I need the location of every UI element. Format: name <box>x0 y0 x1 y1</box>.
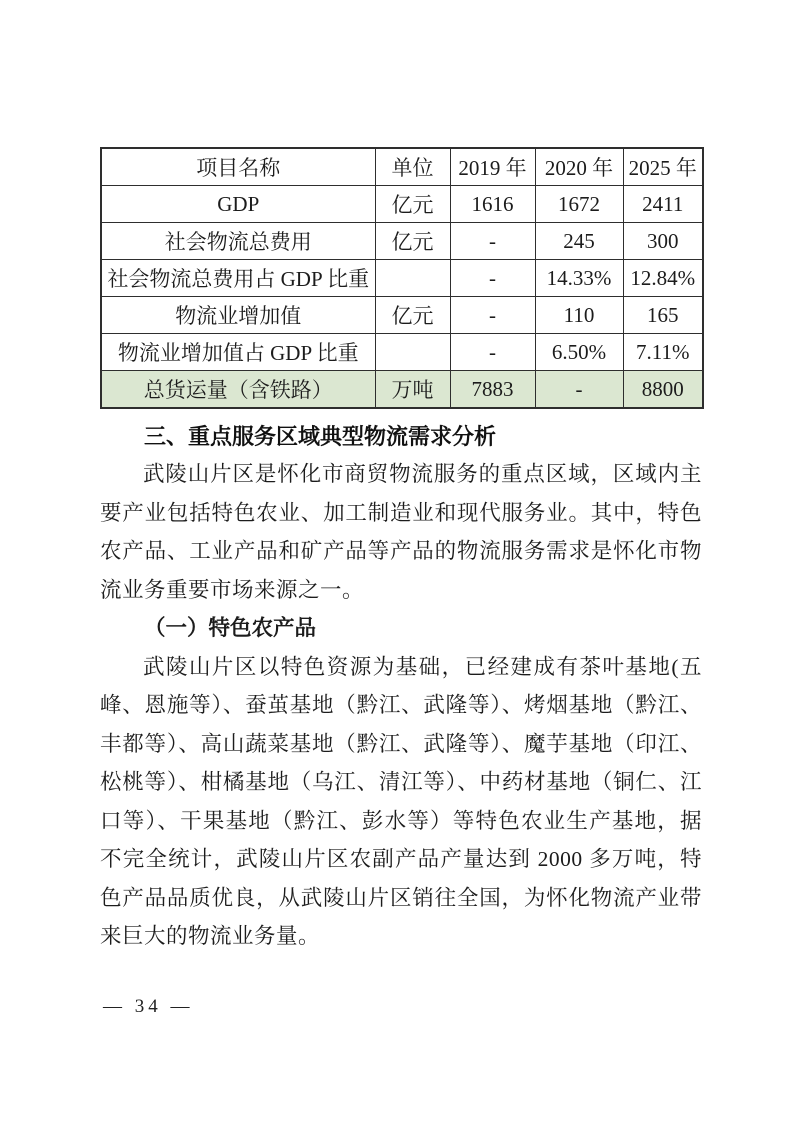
header-cell-2019: 2019 年 <box>450 148 535 186</box>
table-cell: 245 <box>535 223 623 260</box>
table-cell: 总货运量（含铁路） <box>101 371 375 409</box>
table-cell: - <box>450 223 535 260</box>
table-row-added-value-gdp-ratio <box>101 334 703 371</box>
table-cell: 社会物流总费用占 GDP 比重 <box>101 260 375 297</box>
table-cell: - <box>535 371 623 409</box>
table-cell: - <box>450 260 535 297</box>
page-number: — 34 — <box>103 996 194 1017</box>
subsection-heading: （一）特色农产品 <box>144 616 317 640</box>
logistics-indicators-table <box>100 147 704 409</box>
table-cell: 万吨 <box>375 371 450 409</box>
table-cell: 165 <box>623 297 703 334</box>
table-cell: 1616 <box>450 186 535 223</box>
table-cell: - <box>450 334 535 371</box>
table-cell: 7883 <box>450 371 535 409</box>
table-cell: GDP <box>101 186 375 223</box>
table-cell: 6.50% <box>535 334 623 371</box>
table-row-cost-gdp-ratio <box>101 260 703 297</box>
page-content <box>100 147 702 956</box>
table-cell <box>375 334 450 371</box>
table-cell: 12.84% <box>623 260 703 297</box>
table-row-gdp <box>101 186 703 223</box>
header-cell-2020: 2020 年 <box>535 148 623 186</box>
section-heading: 三、重点服务区域典型物流需求分析 <box>144 424 497 449</box>
table-cell: 亿元 <box>375 223 450 260</box>
header-cell-unit: 单位 <box>375 148 450 186</box>
table-row-total-logistics-cost <box>101 223 703 260</box>
paragraph-region-overview: 武陵山片区是怀化市商贸物流服务的重点区域，区域内主要产业包括特色农业、加工制造业和现代服务业。其中，特色农产品、工业产品和矿产品等产品的物流服务需求是怀化市物流业务重要市场来源之一。 <box>100 462 702 602</box>
table-row-total-freight-volume <box>101 371 703 409</box>
table-header-row <box>101 148 703 186</box>
table-cell: 物流业增加值 <box>101 297 375 334</box>
table-cell: 亿元 <box>375 297 450 334</box>
header-cell-2025: 2025 年 <box>623 148 703 186</box>
table-cell: - <box>450 297 535 334</box>
table-cell: 2411 <box>623 186 703 223</box>
table-cell: 物流业增加值占 GDP 比重 <box>101 334 375 371</box>
table-row-logistics-added-value <box>101 297 703 334</box>
table-cell: 300 <box>623 223 703 260</box>
table-cell: 7.11% <box>623 334 703 371</box>
table-cell: 14.33% <box>535 260 623 297</box>
table-cell: 8800 <box>623 371 703 409</box>
table-cell: 社会物流总费用 <box>101 223 375 260</box>
paragraph-agricultural-products: 武陵山片区以特色资源为基础，已经建成有茶叶基地(五峰、恩施等）、蚕茧基地（黔江、武隆等）、烤烟基地（黔江、丰都等）、高山蔬菜基地（黔江、武隆等）、魔芋基地（印江、松桃等）、柑橘基地（乌江、清江等）、中药材基地（铜仁、江口等）、干果基地（黔江、彭水等）等特色农业生产基地，据不完全统计，武陵山片区农副产品产量达到 2000 多万吨，特色产品品质优良，从武陵山片区销往全国，为怀化物流产业带来巨大的物流业务量。 <box>100 654 702 948</box>
table-cell: 亿元 <box>375 186 450 223</box>
table-cell <box>375 260 450 297</box>
table-cell: 110 <box>535 297 623 334</box>
header-cell-project-name: 项目名称 <box>101 148 375 186</box>
table-cell: 1672 <box>535 186 623 223</box>
